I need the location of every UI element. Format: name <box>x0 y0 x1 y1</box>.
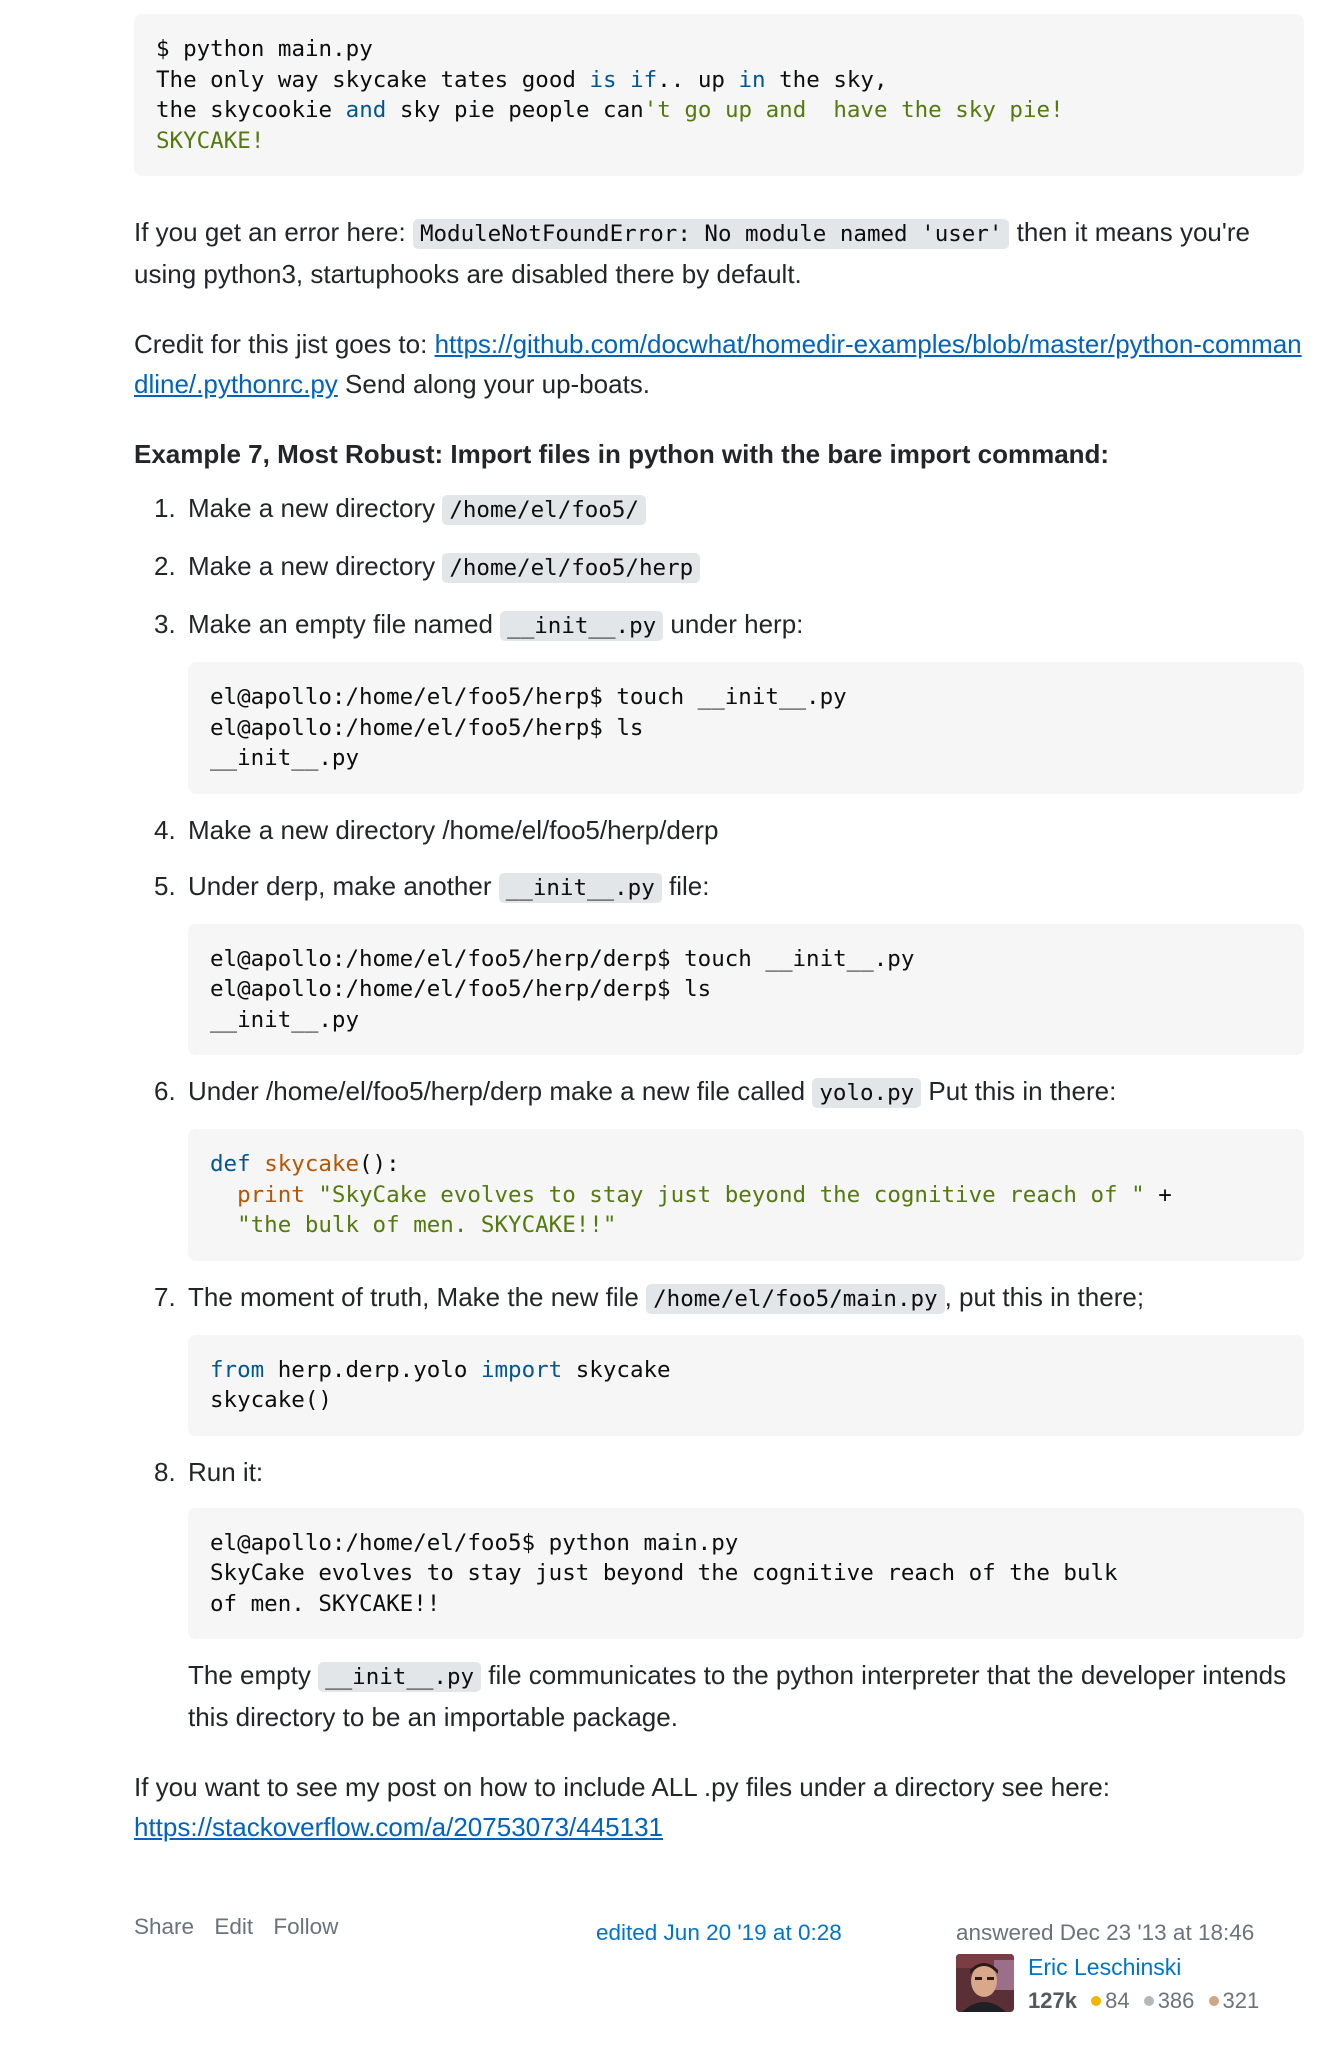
list-item: 4. Make a new directory /home/el/foo5/herp/derp <box>154 814 719 845</box>
inline-code: __init__.py <box>499 873 662 903</box>
reputation-score: 127k <box>1028 1988 1077 2013</box>
user-avatar-icon <box>956 1954 1014 2012</box>
code-block-touch-derp: el@apollo:/home/el/foo5/herp/derp$ touch __init__.py el@apollo:/home/el/foo5/herp/derp$ ls __init__.py <box>188 924 1304 1056</box>
edited-link[interactable]: edited Jun 20 '19 at 0:28 <box>596 1920 842 1945</box>
code-block-main: from herp.derp.yolo import skycake skycake() <box>188 1335 1304 1436</box>
list-item: 3. Make an empty file named __init__.py under herp: el@apollo:/home/el/foo5/herp$ touch __init__.py el@apollo:/home/el/foo5/herp$ ls __init__.py <box>134 604 1304 794</box>
list-item: 5. Under derp, make another __init__.py file: el@apollo:/home/el/foo5/herp/derp$ touch __init__.py el@apollo:/home/el/foo5/herp/derp$ ls __init__.py <box>134 866 1304 1056</box>
list-item: 2. Make a new directory /home/el/foo5/herp <box>134 546 1304 588</box>
bronze-badge-icon <box>1209 1996 1219 2006</box>
gold-badge-icon <box>1091 1996 1101 2006</box>
silver-badge-icon <box>1144 1996 1154 2006</box>
list-item: 6. Under /home/el/foo5/herp/derp make a new file called yolo.py Put this in there: def skycake(): print "SkyCake evolves to stay just beyond the cognitive reach of " + "the bulk of men. SKYCAKE!!" <box>134 1071 1304 1261</box>
steps-list <box>134 488 1304 1737</box>
inline-code: __init__.py <box>318 1662 481 1692</box>
silver-badge-count: 386 <box>1157 1988 1195 2013</box>
follow-link[interactable]: Follow <box>273 1914 339 1939</box>
final-paragraph: If you want to see my post on how to include ALL .py files under a directory see here: https://stackoverflow.com/a/20753073/445131 <box>134 1772 1111 1842</box>
code-block-touch-herp: el@apollo:/home/el/foo5/herp$ touch __init__.py el@apollo:/home/el/foo5/herp$ ls __init__.py <box>188 662 1304 794</box>
user-reputation <box>1028 1988 1259 2014</box>
answer-body <box>134 14 1304 1847</box>
inline-code: /home/el/foo5/main.py <box>646 1284 944 1314</box>
inline-code: ModuleNotFoundError: No module named 'user' <box>413 219 1009 249</box>
code-block-yolo: def skycake(): print "SkyCake evolves to stay just beyond the cognitive reach of " + "the bulk of men. SKYCAKE!!" <box>188 1129 1304 1261</box>
inline-code: yolo.py <box>812 1078 921 1108</box>
error-paragraph: If you get an error here: ModuleNotFoundError: No module named 'user' then it means you're using python3, startuphooks are disabled there by default. <box>134 217 1250 289</box>
post-menu <box>134 1914 352 1940</box>
edit-link[interactable]: Edit <box>214 1914 254 1939</box>
stackoverflow-link[interactable]: https://stackoverflow.com/a/20753073/445131 <box>134 1812 664 1842</box>
answered-timestamp: answered Dec 23 '13 at 18:46 <box>956 1920 1255 1945</box>
post-footer <box>134 1900 1304 2040</box>
init-paragraph: The empty __init__.py file communicates to the python interpreter that the developer intends this directory to be an importable package. <box>188 1660 1287 1732</box>
inline-code: /home/el/foo5/ <box>442 495 646 525</box>
example-heading: Example 7, Most Robust: Import files in python with the bare import command: <box>134 439 1110 469</box>
code-block-output: $ python main.py The only way skycake tates good is if.. up in the sky, the skycookie and sky pie people can't go up and have the sky pie! SKYCAKE! <box>134 14 1304 176</box>
avatar[interactable] <box>956 1954 1014 2012</box>
share-link[interactable]: Share <box>134 1914 195 1939</box>
user-name-link[interactable]: Eric Leschinski <box>1028 1954 1182 1980</box>
code-block-run: el@apollo:/home/el/foo5$ python main.py SkyCake evolves to stay just beyond the cognitive reach of the bulk of men. SKYCAKE!! <box>188 1508 1304 1640</box>
bronze-badge-count: 321 <box>1222 1988 1260 2013</box>
gold-badge-count: 84 <box>1105 1988 1130 2013</box>
inline-code: __init__.py <box>500 611 663 641</box>
credit-link[interactable]: https://github.com/docwhat/homedir-examples/blob/master/python-commandline/.pythonrc.py <box>134 329 1302 399</box>
inline-code: /home/el/foo5/herp <box>442 553 700 583</box>
list-item: 7. The moment of truth, Make the new file /home/el/foo5/main.py , put this in there; from herp.derp.yolo import skycake skycake() <box>134 1277 1304 1436</box>
list-item: 8. Run it: el@apollo:/home/el/foo5$ python main.py SkyCake evolves to stay just beyond the cognitive reach of the bulk of men. SKYCAKE!! The empty __init__.py file communicates to the python interpreter that the developer intends this directory to be an importable package. <box>134 1452 1304 1738</box>
credit-paragraph: Credit for this jist goes to: https://github.com/docwhat/homedir-examples/blob/master/python-commandline/.pythonrc.py Send along your up-boats. <box>134 329 1302 399</box>
list-item: 1. Make a new directory /home/el/foo5/ <box>134 488 1304 530</box>
